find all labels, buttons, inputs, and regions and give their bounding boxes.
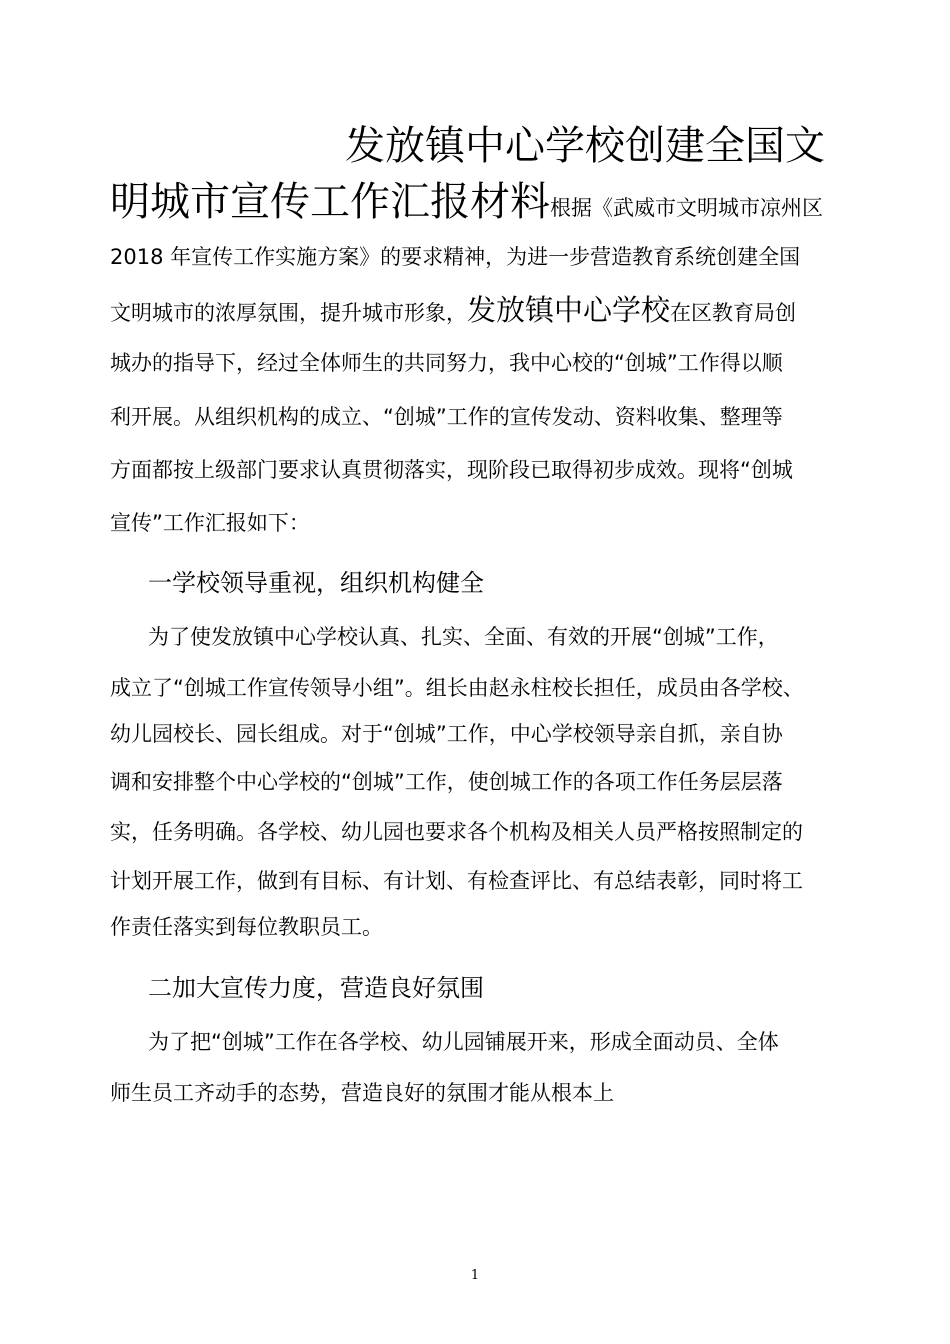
section-1-line-1: 为了使发放镇中心学校认真、扎实、全面、有效的开展“创城”工作， — [148, 625, 779, 649]
intro-line-6: 宣传”工作汇报如下： — [110, 511, 310, 535]
section-2-line-1: 为了把“创城”工作在各学校、幼儿园铺展开来，形成全面动员、全体 — [148, 1030, 779, 1054]
section-1-line-4: 调和安排整个中心学校的“创城”工作，使创城工作的各项工作任务层层落 — [110, 770, 783, 794]
section-1-line-5: 实，任务明确。各学校、幼儿园也要求各个机构及相关人员严格按照制定的 — [110, 820, 803, 844]
intro-line-5: 方面都按上级部门要求认真贯彻落实，现阶段已取得初步成效。现将“创城 — [110, 458, 793, 482]
document-title-line-2 — [110, 178, 823, 232]
section-1-line-6: 计划开展工作，做到有目标、有计划、有检查评比、有总结表彰，同时将工 — [110, 869, 803, 893]
intro-line-1: 2018 年宣传工作实施方案》的要求精神，为进一步营造教育系统创建全国 — [110, 245, 801, 269]
title-text-2: 明城市宣传工作汇报材料 — [110, 179, 550, 225]
intro-line-3: 城办的指导下，经过全体师生的共同努力，我中心校的“创城”工作得以顺 — [110, 351, 783, 375]
school-name-emphasis: 发放镇中心学校 — [467, 293, 671, 327]
intro-line-4: 利开展。从组织机构的成立、“创城”工作的宣传发动、资料收集、整理等 — [110, 405, 783, 429]
section-1-heading: 一学校领导重视，组织机构健全 — [148, 569, 484, 597]
section-1-line-3: 幼儿园校长、园长组成。对于“创城”工作，中心学校领导亲自抓，亲自协 — [110, 722, 783, 746]
title-tail-text: 根据《武威市文明城市凉州区 — [550, 196, 823, 220]
section-1-line-2: 成立了“创城工作宣传领导小组”。组长由赵永柱校长担任，成员由各学校、 — [110, 676, 804, 700]
section-1-line-7: 作责任落实到每位教职员工。 — [110, 915, 383, 939]
title-text-1: 发放镇中心学校创建全国文 — [345, 123, 825, 169]
intro-line-2 — [110, 295, 796, 328]
document-title-line-1 — [345, 122, 825, 170]
page-number: 1 — [470, 1268, 480, 1283]
intro-line-2-c: 在区教育局创 — [670, 301, 797, 325]
section-2-line-2: 师生员工齐动手的态势，营造良好的氛围才能从根本上 — [110, 1081, 614, 1105]
section-2-heading: 二加大宣传力度，营造良好氛围 — [148, 974, 484, 1002]
intro-line-2-a: 文明城市的浓厚氛围，提升城市形象， — [110, 301, 467, 325]
